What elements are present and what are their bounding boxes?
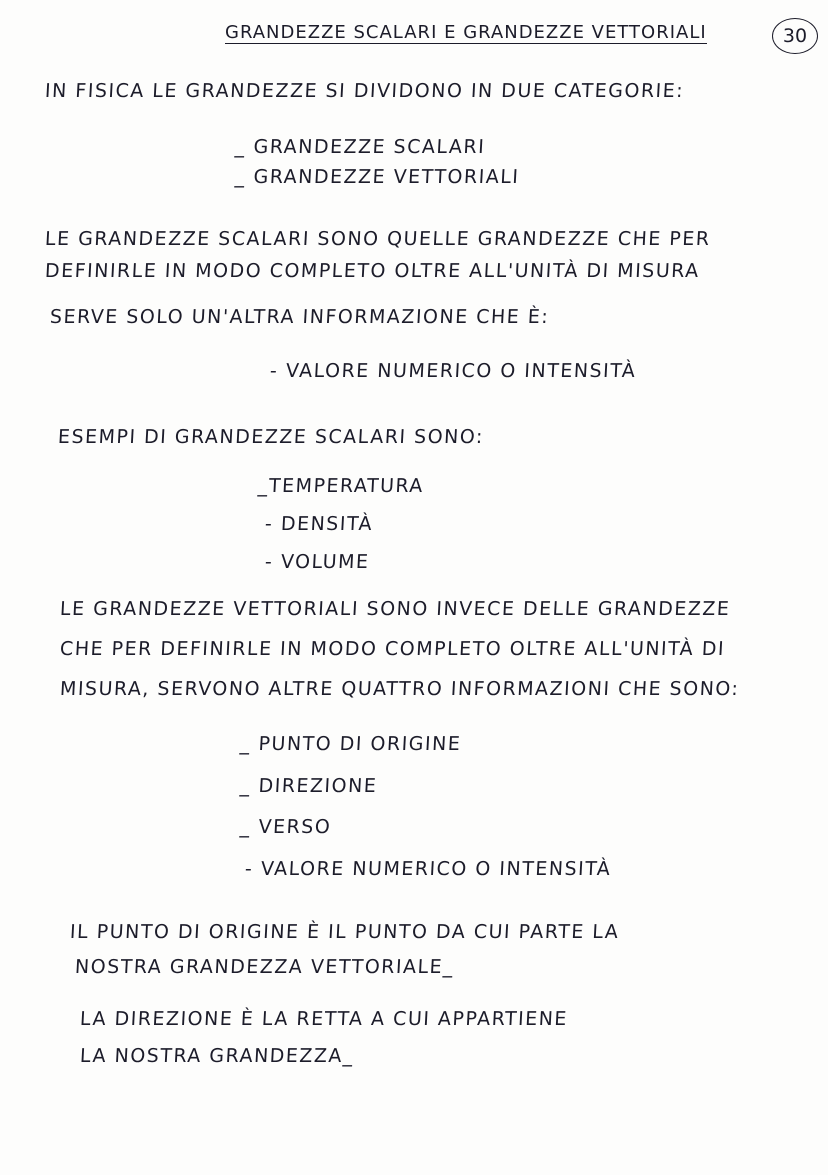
text-line: CHE PER DEFINIRLE IN MODO COMPLETO OLTRE ALL'UNITÀ DI [59,638,726,660]
list-item: - VALORE NUMERICO O INTENSITÀ [244,858,612,880]
list-item: _ GRANDEZZE SCALARI [234,136,486,158]
text-line: NOSTRA GRANDEZZA VETTORIALE_ [74,956,455,978]
page-title [225,22,707,43]
text-line: LA NOSTRA GRANDEZZA_ [79,1045,355,1067]
title-text: GRANDEZZE SCALARI E GRANDEZZE VETTORIALI [225,22,707,43]
list-item: - DENSITÀ [264,513,374,535]
text-line: MISURA, SERVONO ALTRE QUATTRO INFORMAZIONI CHE SONO: [59,678,740,700]
page-number: 30 [772,18,818,54]
text-line: IN FISICA LE GRANDEZZE SI DIVIDONO IN DUE CATEGORIE: [44,80,685,102]
list-item: - VOLUME [264,551,371,573]
list-item: _ DIREZIONE [239,775,378,797]
text-line: LA DIREZIONE È LA RETTA A CUI APPARTIENE [79,1008,569,1030]
list-item: _ VERSO [239,816,332,838]
text-line: LE GRANDEZZE SCALARI SONO QUELLE GRANDEZZE CHE PER [44,228,712,250]
text-line: ESEMPI DI GRANDEZZE SCALARI SONO: [57,426,485,448]
text-line: LE GRANDEZZE VETTORIALI SONO INVECE DELLE GRANDEZZE [59,598,731,620]
list-item: - VALORE NUMERICO O INTENSITÀ [269,360,637,382]
list-item: _ GRANDEZZE VETTORIALI [234,166,521,188]
text-line: SERVE SOLO UN'ALTRA INFORMAZIONE CHE È: [49,306,550,328]
list-item: _TEMPERATURA [257,475,425,497]
text-line: DEFINIRLE IN MODO COMPLETO OLTRE ALL'UNITÀ DI MISURA [44,260,701,282]
text-line: IL PUNTO DI ORIGINE È IL PUNTO DA CUI PARTE LA [69,921,620,943]
list-item: _ PUNTO DI ORIGINE [239,733,462,755]
